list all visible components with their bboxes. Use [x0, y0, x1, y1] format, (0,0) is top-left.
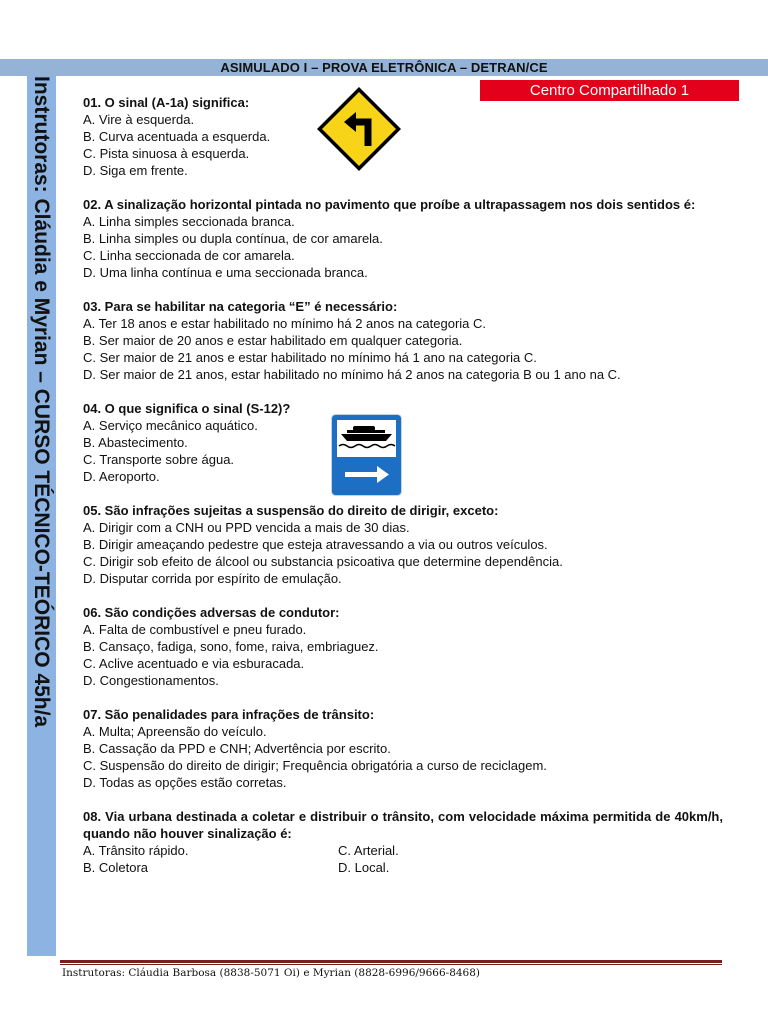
question-07 [83, 706, 723, 791]
option-c: C. Suspensão do direito de dirigir; Frequência obrigatória a curso de reciclagem. [83, 758, 547, 773]
option-c: C. Aclive acentuado e via esburacada. [83, 656, 305, 671]
option-a: A. Vire à esquerda. [83, 112, 195, 127]
question-title: 07. São penalidades para infrações de trânsito: [83, 707, 375, 722]
option-d: D. Local. [338, 860, 390, 875]
option-b: B. Coletora [83, 860, 149, 875]
question-title: 06. São condições adversas de condutor: [83, 605, 340, 620]
option-b: B. Linha simples ou dupla contínua, de cor amarela. [83, 231, 383, 246]
options-row-2 [83, 859, 723, 876]
option-a: A. Multa; Apreensão do veículo. [83, 724, 267, 739]
option-a: A. Falta de combustível e pneu furado. [83, 622, 307, 637]
question-08 [83, 808, 723, 876]
option-d: D. Uma linha contínua e uma seccionada branca. [83, 265, 368, 280]
option-d: D. Aeroporto. [83, 469, 160, 484]
question-01 [83, 94, 723, 179]
question-list [83, 94, 723, 876]
option-a: A. Ter 18 anos e estar habilitado no mínimo há 2 anos na categoria C. [83, 316, 487, 331]
question-05 [83, 502, 723, 587]
question-title: 02. A sinalização horizontal pintada no pavimento que proíbe a ultrapassagem nos dois sentidos é: [83, 197, 696, 212]
question-title: 04. O que significa o sinal (S-12)? [83, 401, 291, 416]
question-title: 03. Para se habilitar na categoria “E” é necessário: [83, 299, 398, 314]
option-a: A. Serviço mecânico aquático. [83, 418, 258, 433]
footer-rule-thin [60, 964, 722, 965]
question-title: 05. São infrações sujeitas a suspensão do direito de dirigir, exceto: [83, 503, 499, 518]
option-d: D. Siga em frente. [83, 163, 188, 178]
option-c: C. Transporte sobre água. [83, 452, 235, 467]
option-c: C. Arterial. [338, 843, 399, 858]
option-b: B. Cassação da PPD e CNH; Advertência por escrito. [83, 741, 391, 756]
page-title: ASIMULADO I – PROVA ELETRÔNICA – DETRAN/CE [220, 60, 548, 75]
sidebar-title: Instrutoras: Cláudia e Myrian – CURSO TÉCNICO-TEÓRICO 45h/a [30, 76, 53, 728]
question-04 [83, 400, 723, 485]
option-d: D. Ser maior de 21 anos, estar habilitado no mínimo há 2 anos na categoria B ou 1 ano na C. [83, 367, 621, 382]
option-c: C. Pista sinuosa à esquerda. [83, 146, 250, 161]
option-b: B. Cansaço, fadiga, sono, fome, raiva, embriaguez. [83, 639, 379, 654]
option-c: C. Linha seccionada de cor amarela. [83, 248, 295, 263]
option-d: D. Congestionamentos. [83, 673, 219, 688]
option-a: A. Dirigir com a CNH ou PPD vencida a mais de 30 dias. [83, 520, 410, 535]
option-a: A. Trânsito rápido. [83, 843, 189, 858]
question-title: 08. Via urbana destinada a coletar e distribuir o trânsito, com velocidade máxima permitida de 40km/h, quando não houver sinalização é: [83, 809, 723, 841]
option-b: B. Dirigir ameaçando pedestre que esteja atravessando a via ou outros veículos. [83, 537, 548, 552]
option-a: A. Linha simples seccionada branca. [83, 214, 295, 229]
option-b: B. Curva acentuada a esquerda. [83, 129, 271, 144]
question-02 [83, 196, 723, 281]
option-d: D. Disputar corrida por espírito de emulação. [83, 571, 342, 586]
question-06 [83, 604, 723, 689]
center-badge: Centro Compartilhado 1 [480, 80, 739, 101]
footer-contact: Instrutoras: Cláudia Barbosa (8838-5071 Oi) e Myrian (8828-6996/9666-8468) [62, 967, 481, 979]
footer-rule [60, 960, 722, 963]
question-03 [83, 298, 723, 383]
option-c: C. Dirigir sob efeito de álcool ou substancia psicoativa que determine dependência. [83, 554, 563, 569]
option-b: B. Abastecimento. [83, 435, 188, 450]
question-title: 01. O sinal (A-1a) significa: [83, 95, 250, 110]
option-c: C. Ser maior de 21 anos e estar habilitado no mínimo há 1 ano na categoria C. [83, 350, 537, 365]
options-row-1 [83, 842, 723, 859]
option-d: D. Todas as opções estão corretas. [83, 775, 287, 790]
option-b: B. Ser maior de 20 anos e estar habilitado em qualquer categoria. [83, 333, 463, 348]
